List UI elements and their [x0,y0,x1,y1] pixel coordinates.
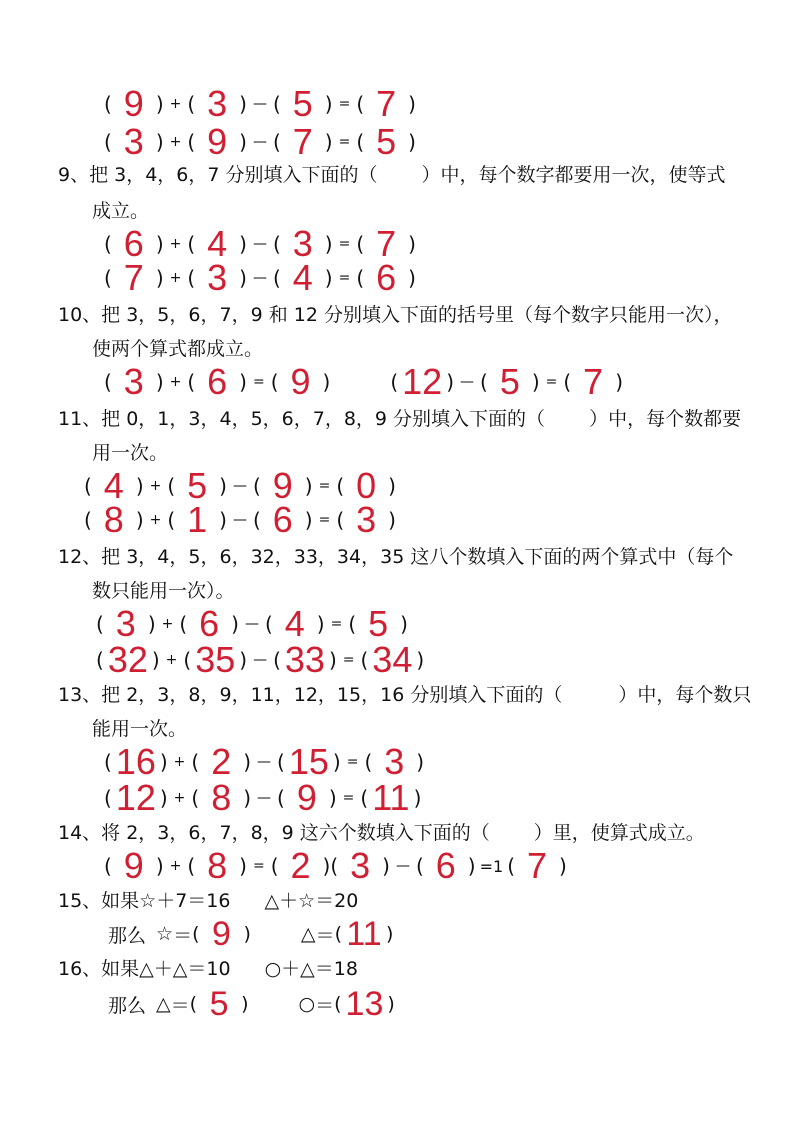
question-10-line-1: 10、把 3，5，6，7，9 和 12 分别填入下面的括号里（每个数字只能用一次）， [58,304,733,326]
question-11-line-2: 用一次。 [92,442,169,464]
q16-answer-row: 那么 △ ＝ ( 5 ) ○ ＝ ( 13 ) [108,985,395,1023]
q11-equation-1: ( 4 ) + ( 5 ) — ( 9 ) = ( 0 ) [84,465,396,506]
question-11-line-1: 11、把 0，1，3，4，5，6，7，8，9 分别填入下面的（ ）中，每个数都要 [58,408,742,430]
answer-d: 5 [376,121,397,162]
q9-equation-2: ( 7 ) + ( 3 ) — ( 4 ) = ( 6 ) [104,257,416,298]
question-15-line-1: 15、如果☆＋7＝16 △＋☆＝20 [58,890,359,912]
question-13-line-2: 能用一次。 [92,718,188,740]
q9-equation-1: ( 6 ) + ( 4 ) — ( 3 ) = ( 7 ) [104,223,416,264]
q14-equation: ( 9 ) + ( 8 ) = ( 2 ) ( 3 ) — ( 6 ) =1 ( 7 ) [104,845,567,886]
answer-d: 7 [376,83,397,124]
question-16-line-1: 16、如果△＋△＝10 ○＋△＝18 [58,958,358,980]
q10-equations: ( 3 ) + ( 6 ) = ( 9 ) ( 12 ) — ( 5 ) = ( 7 ) [104,361,623,402]
q12-equation-2: ( 32 ) + ( 35 ) — ( 33 ) = ( 34 ) [96,639,425,680]
answer-a: 9 [123,83,144,124]
q16-circle-answer: 13 [345,985,384,1023]
question-10-line-2: 使两个算式都成立。 [92,338,264,360]
q12-equation-1: ( 3 ) + ( 6 ) — ( 4 ) = ( 5 ) [96,603,408,644]
question-9-line-1: 9、把 3，4，6，7 分别填入下面的（ ）中，每个数字都要用一次，使等式 [58,164,726,186]
q13-equation-1: ( 16 ) + ( 2 ) — ( 15 ) = ( 3 ) [104,741,425,782]
q16-triangle-answer: 5 [209,985,229,1023]
q15-answer-row: 那么 ☆ ＝ ( 9 ) △ ＝ ( 11 ) [108,915,394,953]
question-13-line-1: 13、把 2，3，8，9，11，12，15，16 分别填入下面的（ ）中，每个数只 [58,684,752,706]
question-12-line-2: 数只能用一次）。 [92,580,235,602]
q15-star-answer: 9 [212,915,231,953]
answer-b: 9 [207,121,228,162]
top-equation-2: ( 3 ) + ( 9 ) — ( 7 ) = ( 5 ) [104,121,416,162]
answer-b: 3 [207,83,228,124]
top-equation-1: ( 9 ) + ( 3 ) — ( 5 ) = ( 7 ) [104,83,416,124]
question-12-line-1: 12、把 3，4，5，6，32，33，34，35 这八个数填入下面的两个算式中（每个 [58,546,734,568]
q15-triangle-answer: 11 [346,915,382,953]
question-9-line-2: 成立。 [92,200,150,222]
answer-c: 5 [292,83,313,124]
question-14-line-1: 14、将 2，3，6，7，8，9 这六个数填入下面的（ ）里，使算式成立。 [58,822,705,844]
answer-c: 7 [292,121,313,162]
answer-a: 3 [123,121,144,162]
q11-equation-2: ( 8 ) + ( 1 ) — ( 6 ) = ( 3 ) [84,499,396,540]
q13-equation-2: ( 12 ) + ( 8 ) — ( 9 ) = ( 11 ) [104,777,422,818]
